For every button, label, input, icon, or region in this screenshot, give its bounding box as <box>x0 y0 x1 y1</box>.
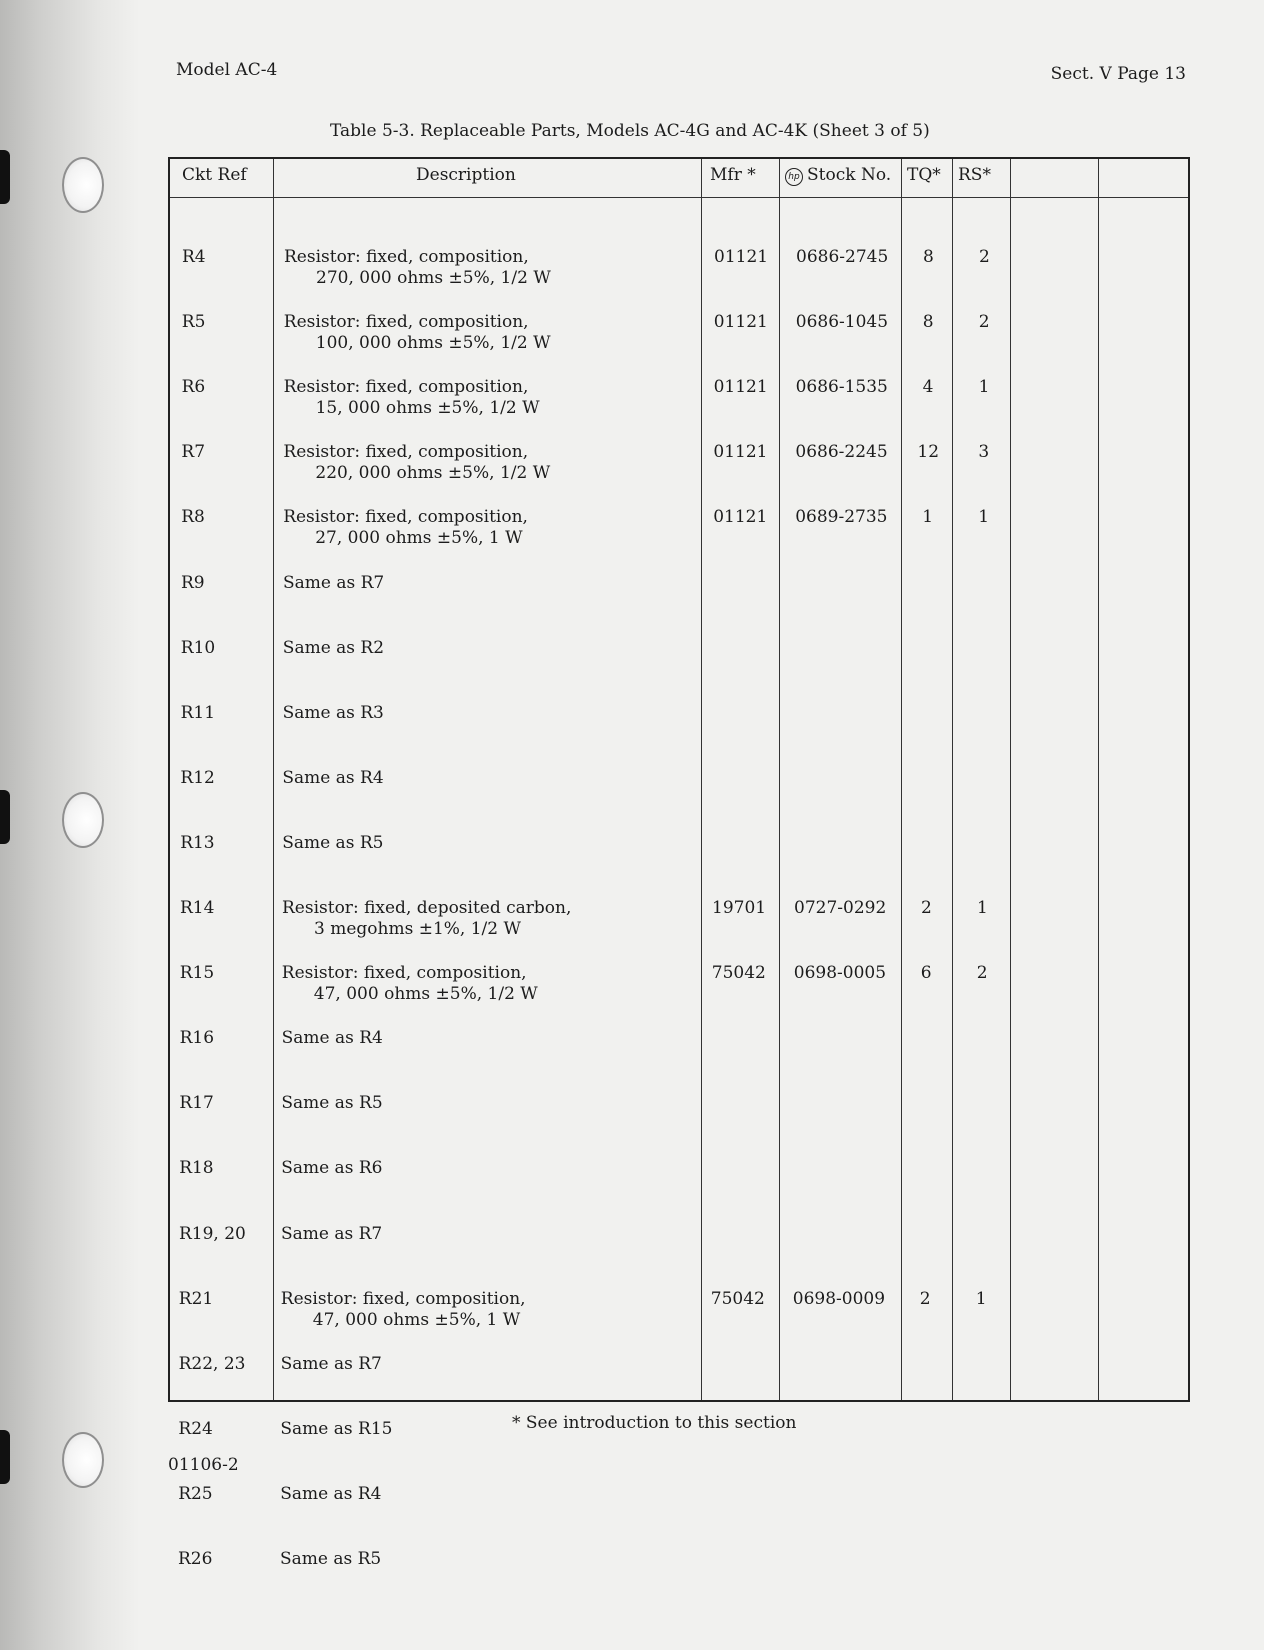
tq-cell: 1 <box>922 507 934 528</box>
description-cell: Resistor: fixed, composition, <box>283 312 529 333</box>
column-divider <box>1010 159 1011 1400</box>
description-cell: Resistor: fixed, deposited carbon, <box>282 898 572 918</box>
description-cell: Same as R3 <box>282 702 384 723</box>
rs-cell: 1 <box>975 1288 987 1309</box>
description-cell: Resistor: fixed, composition, <box>283 442 529 463</box>
description-cell-line2: 220, 000 ohms ±5%, 1/2 W <box>315 463 551 484</box>
description-cell-line2: 270, 000 ohms ±5%, 1/2 W <box>316 268 551 288</box>
ckt-ref-cell: R4 <box>182 247 206 267</box>
model-header: Model AC-4 <box>176 60 278 80</box>
ckt-ref-cell: R16 <box>179 1028 215 1049</box>
header-description: Description <box>416 165 516 185</box>
rs-cell: 2 <box>979 247 990 267</box>
rs-cell: 2 <box>976 963 988 984</box>
description-cell: Same as R6 <box>281 1158 383 1179</box>
ckt-ref-cell: R24 <box>178 1418 213 1439</box>
description-cell-line2: 15, 000 ohms ±5%, 1/2 W <box>315 398 540 419</box>
ckt-ref-cell: R6 <box>181 377 206 398</box>
section-page-header: Sect. V Page 13 <box>1050 64 1186 84</box>
tq-cell: 2 <box>919 1288 931 1309</box>
stock-no-cell: 0689-2735 <box>795 507 888 528</box>
stock-no-cell: 0727-0292 <box>794 898 887 918</box>
ckt-ref-cell: R17 <box>179 1093 214 1114</box>
document-number: 01106-2 <box>168 1455 239 1475</box>
footnote: * See introduction to this section <box>512 1413 797 1433</box>
tq-cell: 12 <box>917 442 940 463</box>
ckt-ref-cell: R5 <box>181 312 206 333</box>
header-stock-no <box>785 165 891 186</box>
binder-clip-mark <box>0 790 10 844</box>
ckt-ref-cell: R10 <box>180 637 216 658</box>
mfr-cell: 01121 <box>713 507 768 528</box>
description-cell: Same as R4 <box>281 1028 383 1049</box>
header-tq: TQ* <box>907 165 941 185</box>
description-cell-line2: 47, 000 ohms ±5%, 1 W <box>312 1309 521 1330</box>
punch-hole <box>62 157 104 213</box>
mfr-cell: 01121 <box>713 312 768 333</box>
description-cell: Same as R7 <box>280 1353 382 1374</box>
ckt-ref-cell: R19, 20 <box>179 1223 246 1244</box>
ckt-ref-cell: R14 <box>180 898 215 918</box>
mfr-cell: 01121 <box>713 442 768 463</box>
rs-cell: 3 <box>978 442 990 463</box>
description-cell: Same as R2 <box>282 637 385 658</box>
column-divider <box>779 159 780 1400</box>
description-cell: Same as R4 <box>280 1483 382 1504</box>
column-divider <box>901 159 902 1400</box>
rs-cell: 1 <box>978 377 990 398</box>
ckt-ref-cell: R26 <box>178 1549 213 1569</box>
rs-cell: 1 <box>977 898 988 918</box>
ckt-ref-cell: R18 <box>179 1158 214 1179</box>
punch-hole <box>62 1432 104 1488</box>
tq-cell: 6 <box>920 963 932 984</box>
description-cell: Resistor: fixed, composition, <box>283 377 529 398</box>
description-cell: Resistor: fixed, composition, <box>281 963 527 984</box>
ckt-ref-cell: R7 <box>181 442 206 463</box>
mfr-cell: 75042 <box>710 1288 765 1309</box>
description-cell-line2: 27, 000 ohms ±5%, 1 W <box>315 528 523 549</box>
tq-cell: 4 <box>922 377 934 398</box>
punch-hole <box>62 792 104 848</box>
binder-clip-mark <box>0 1430 10 1484</box>
tq-cell: 2 <box>921 898 932 918</box>
column-divider <box>1098 159 1099 1400</box>
header-mfr: Mfr * <box>710 165 756 185</box>
stock-no-cell: 0686-2245 <box>795 442 888 463</box>
description-cell: Same as R7 <box>283 572 385 593</box>
tq-cell: 8 <box>922 312 934 333</box>
stock-no-cell: 0686-1045 <box>795 312 889 333</box>
column-divider <box>273 159 274 1400</box>
mfr-cell: 19701 <box>712 898 767 918</box>
rs-cell: 2 <box>978 312 990 333</box>
mfr-cell: 01121 <box>714 247 769 267</box>
column-divider <box>701 159 702 1400</box>
stock-no-cell: 0698-0005 <box>793 963 887 984</box>
description-cell-line2: 3 megohms ±1%, 1/2 W <box>314 919 521 939</box>
mfr-cell: 75042 <box>711 963 766 984</box>
ckt-ref-cell: R12 <box>180 767 215 788</box>
ckt-ref-cell: R21 <box>178 1288 214 1309</box>
stock-no-cell: 0686-1535 <box>795 377 888 398</box>
description-cell: Same as R5 <box>280 1549 382 1569</box>
description-cell: Same as R15 <box>280 1418 393 1439</box>
header-rs: RS* <box>958 165 991 185</box>
description-cell: Resistor: fixed, composition, <box>280 1288 526 1309</box>
hp-logo-icon: hp <box>785 168 803 186</box>
ckt-ref-cell: R11 <box>180 702 216 723</box>
description-cell-line2: 47, 000 ohms ±5%, 1/2 W <box>313 984 538 1005</box>
description-cell: Same as R7 <box>281 1223 383 1244</box>
ckt-ref-cell: R25 <box>178 1483 213 1504</box>
table-caption: Table 5-3. Replaceable Parts, Models AC-4G and AC-4K (Sheet 3 of 5) <box>330 121 930 141</box>
ckt-ref-cell: R22, 23 <box>178 1353 246 1374</box>
ckt-ref-cell: R9 <box>181 572 205 593</box>
header-stock-no-label: Stock No. <box>807 165 892 185</box>
description-cell: Same as R5 <box>281 1093 383 1114</box>
column-divider <box>952 159 953 1400</box>
tq-cell: 8 <box>923 247 934 267</box>
stock-no-cell: 0686-2745 <box>796 247 889 267</box>
rs-cell: 1 <box>978 507 990 528</box>
description-cell: Same as R4 <box>282 767 384 788</box>
binder-clip-mark <box>0 150 10 204</box>
description-cell-line2: 100, 000 ohms ±5%, 1/2 W <box>315 333 551 354</box>
ckt-ref-cell: R13 <box>180 832 215 853</box>
description-cell: Resistor: fixed, composition, <box>284 247 529 267</box>
header-divider <box>170 197 1188 198</box>
description-cell: Resistor: fixed, composition, <box>283 507 528 528</box>
ckt-ref-cell: R15 <box>179 963 215 984</box>
ckt-ref-cell: R8 <box>181 507 205 528</box>
stock-no-cell: 0698-0009 <box>792 1288 886 1309</box>
header-ckt-ref: Ckt Ref <box>182 165 247 185</box>
mfr-cell: 01121 <box>713 377 768 398</box>
description-cell: Same as R5 <box>282 832 384 853</box>
